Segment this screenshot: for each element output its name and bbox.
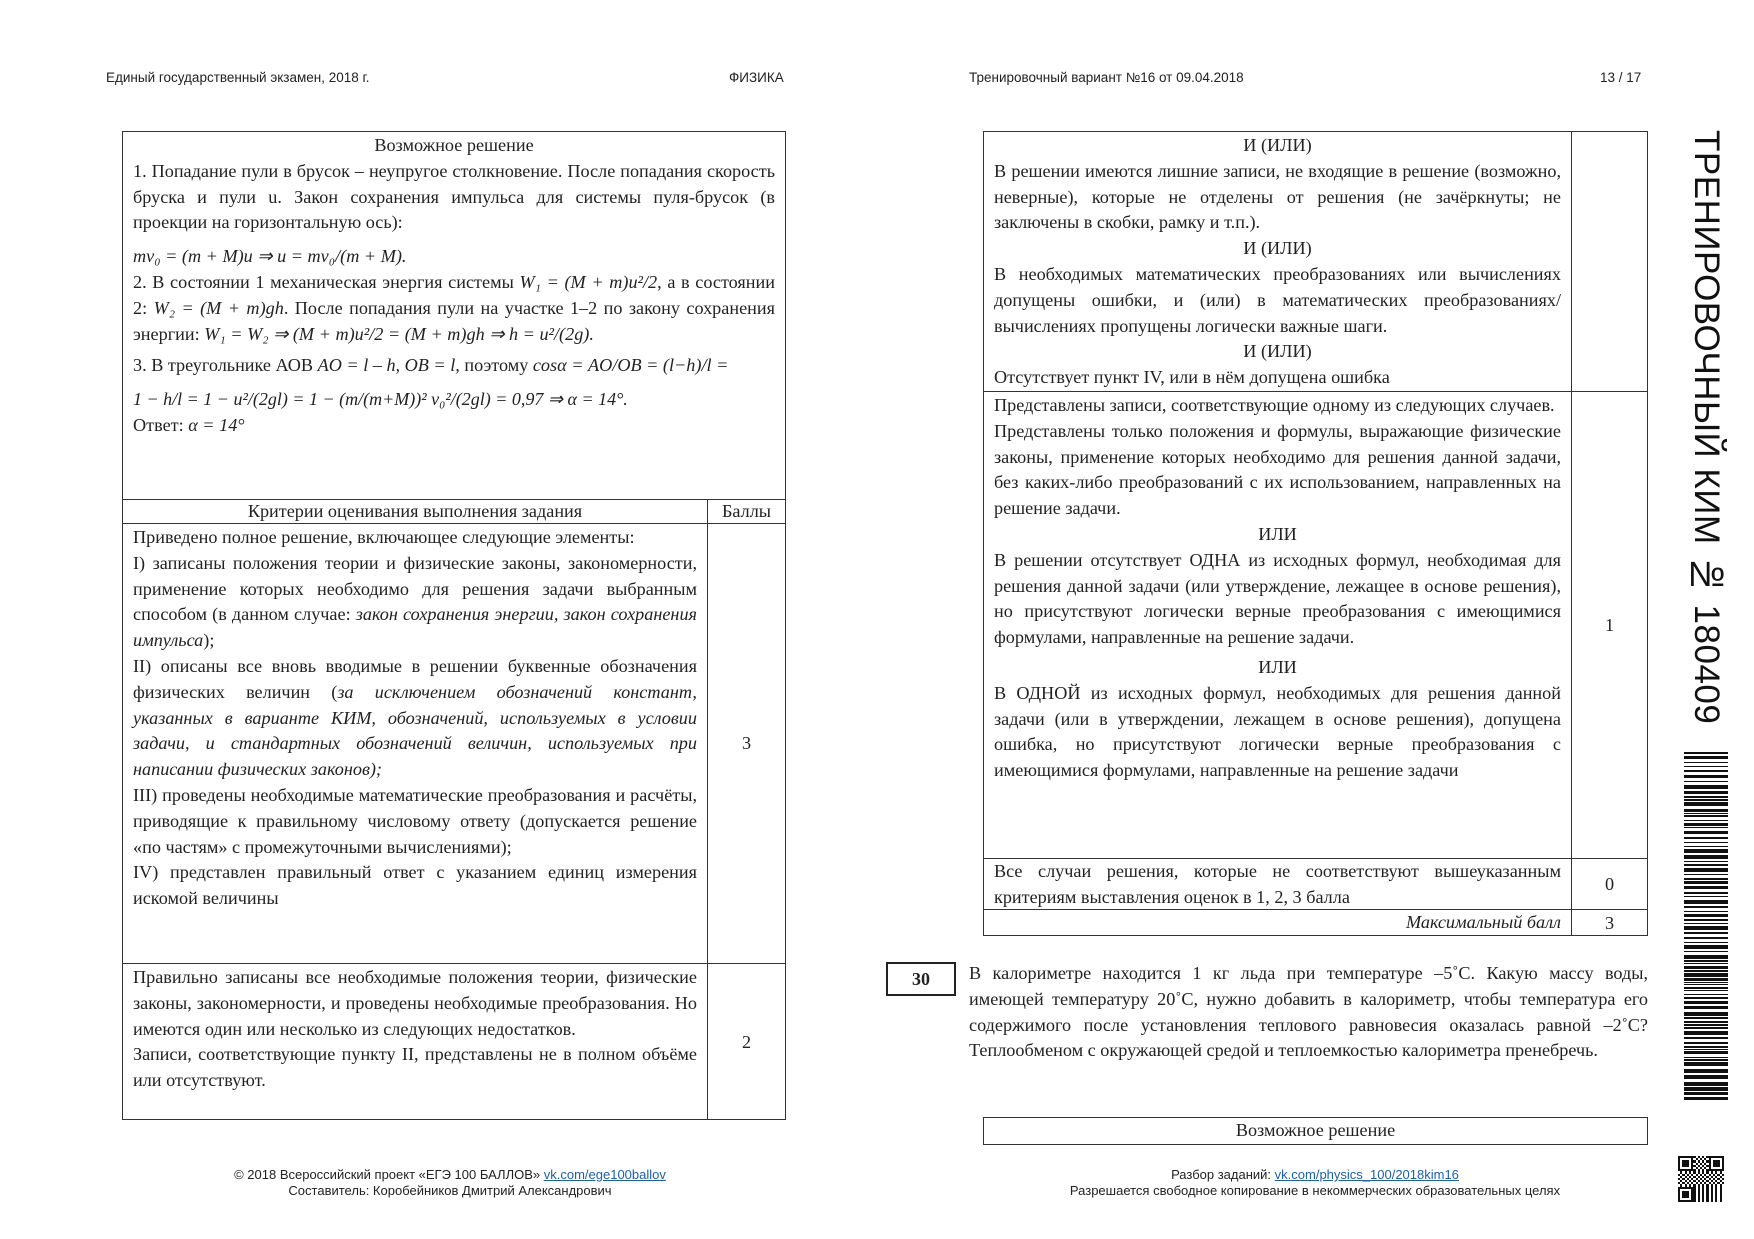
author: Составитель: Коробейников Дмитрий Александрович — [288, 1183, 612, 1198]
criterion-item-1: I) записаны положения теории и физические законы, закономерности, применение которых необходимо для решения задачи выбранным способом (в данном случае: закон сохранения энергии, закон сохранения импульса); — [133, 552, 698, 651]
task-number-box: 30 — [886, 962, 956, 996]
page-number: 13 / 17 — [1600, 70, 1642, 85]
score-3: 3 — [707, 524, 785, 963]
criterion-text: Представлены только положения и формулы, выражающие физические законы, применение которых необходимо для решения данной задачи, без каких-либо преобразований с их использованием, направленных на решение задачи. — [994, 420, 1561, 519]
answer: Ответ: α = 14° — [133, 414, 245, 435]
footer-right — [990, 1167, 1640, 1199]
criteria-row-0 — [984, 858, 1647, 909]
solution-row — [123, 132, 785, 499]
solution-title: Возможное решение — [374, 135, 534, 155]
criterion-item-3: III) проведены необходимые математические преобразования и расчёты, приводящие к правильному числовому ответу (допускается решение «по частям» с промежуточными вычислениями); — [133, 784, 697, 857]
criteria-header-row — [123, 499, 785, 523]
max-score: 3 — [1571, 910, 1647, 936]
criterion-text: Приведено полное решение, включающее следующие элементы: — [133, 527, 635, 547]
review-link[interactable]: vk.com/physics_100/2018kim16 — [1274, 1167, 1459, 1182]
criterion-text: В ОДНОЙ из исходных формул, необходимых для решения данной задачи (или в утверждении, лежащем в основе решения), допущена ошибка, но присутствуют логически верные преобразования с имеющимися формулами, направленные на решение задачи — [994, 682, 1561, 781]
header-subject: ФИЗИКА — [729, 70, 784, 85]
criterion-text: Правильно записаны все необходимые положения теории, физические законы, закономерности, и проведены необходимые преобразования. Но имеются один или несколько из следующих недостатков. — [133, 967, 697, 1039]
side-title: ТРЕНИРОВОЧНЫЙ КИМ № 180409 — [1687, 130, 1726, 725]
max-score-label: Максимальный балл — [1406, 912, 1561, 932]
score-0: 0 — [1571, 859, 1647, 909]
criterion-text: Отсутствует пункт IV, или в нём допущена ошибка — [994, 367, 1390, 388]
review-label: Разбор заданий: — [1171, 1167, 1275, 1182]
criterion-text: Записи, соответствующие пункту II, представлены не в полном объёме или отсутствуют. — [133, 1044, 697, 1091]
header-exam: Единый государственный экзамен, 2018 г. — [106, 70, 370, 85]
criterion-text: Все случаи решения, которые не соответствуют вышеуказанным критериям выставления оценок в 1, 2, 3 балла — [994, 861, 1561, 907]
score-1: 1 — [1571, 392, 1647, 858]
solution-step-2: 2. В состоянии 1 механическая энергия системы W₁ = (M + m)u²/2, а в состоянии 2: W₂ = (M + m)gh. После попадания пули на участке 1–2 по закону сохранения энергии: W₁ = W₂ ⇒ (M + m)u²/2 = (M + m)gh ⇒ h = u²/(2g). — [133, 271, 775, 344]
max-score-row — [984, 909, 1647, 936]
or-label: ИЛИ — [1258, 656, 1297, 677]
header-variant: Тренировочный вариант №16 от 09.04.2018 — [969, 70, 1244, 85]
barcode-icon — [1684, 752, 1728, 1102]
formula-momentum: mv₀ = (m + M)u ⇒ u = mv₀/(m + M). — [133, 246, 407, 267]
solution-criteria-table — [122, 131, 786, 1120]
formula-cos: 1 − h/l = 1 − u²/(2gl) = 1 − (m/(m+M))² v₀²/(2gl) = 0,97 ⇒ α = 14°. — [133, 389, 628, 410]
criteria-table-continued — [983, 131, 1648, 936]
criterion-item-4: IV) представлен правильный ответ с указанием единиц измерения искомой величины — [133, 862, 697, 909]
criteria-row-1 — [984, 391, 1647, 858]
task-30-solution-title: Возможное решение — [983, 1117, 1648, 1145]
task-30-text: В калориметре находится 1 кг льда при температуре –5˚С. Какую массу воды, имеющей температуру 20˚С, нужно добавить в калориметр, чтобы температура его содержимого после установления теплового равновесия оказалась равной –2˚С? Теплообменом с окружающей средой и теплоемкостью калориметра пренебречь. — [969, 963, 1648, 1061]
score-cell-empty — [1571, 132, 1647, 391]
criteria-row-3 — [123, 523, 785, 963]
footer-left — [150, 1167, 750, 1199]
criterion-text: В необходимых математических преобразованиях или вычислениях допущены ошибки, и (или) в математических преобразованиях/ вычислениях пропущены логически важные шаги. — [994, 263, 1561, 336]
criterion-item-2: II) описаны все вновь вводимые в решении буквенные обозначения физических величин (за исключением обозначений констант, указанных в варианте КИМ, обозначений, используемых в условии задачи, и стандартных обозначений величин, используемых при написании физических законов); — [133, 655, 697, 780]
or-label: И (ИЛИ) — [1243, 135, 1312, 155]
criterion-text: Представлены записи, соответствующие одному из следующих случаев. — [994, 395, 1555, 415]
criteria-row-2-cont — [984, 132, 1647, 391]
score-2: 2 — [707, 964, 785, 1120]
license: Разрешается свободное копирование в некоммерческих образовательных целях — [1069, 1183, 1561, 1198]
vk-link[interactable]: vk.com/ege100ballov — [543, 1167, 666, 1182]
or-label: ИЛИ — [1258, 523, 1297, 544]
criteria-row-2 — [123, 963, 785, 1120]
criterion-text: В решении отсутствует ОДНА из исходных формул, необходимая для решения данной задачи (или утверждение, лежащее в основе решения), но присутствуют логически верные преобразования с имеющимися формулами, направленные на решение задачи. — [994, 549, 1561, 648]
criteria-header: Критерии оценивания выполнения задания — [247, 501, 583, 521]
copyright: © 2018 Всероссийский проект «ЕГЭ 100 БАЛЛОВ» — [234, 1167, 544, 1182]
solution-step-1: 1. Попадание пули в брусок – неупругое столкновение. После попадания скорость бруска и пули u. Закон сохранения импульса для системы пуля-брусок (в проекции на горизонтальную ось): — [133, 160, 775, 233]
solution-step-3: 3. В треугольнике АОВ AO = l – h, OB = l, поэтому cosα = AO/OB = (l−h)/l = — [133, 355, 729, 376]
qr-code-icon — [1678, 1156, 1724, 1202]
criterion-text: В решении имеются лишние записи, не входящие в решение (возможно, неверные), которые не отделены от решения (не зачёркнуты; не заключены в скобки, рамку и т.п.). — [994, 160, 1561, 233]
or-label: И (ИЛИ) — [1243, 341, 1312, 362]
or-label: И (ИЛИ) — [1243, 238, 1312, 259]
points-header: Баллы — [707, 500, 785, 523]
